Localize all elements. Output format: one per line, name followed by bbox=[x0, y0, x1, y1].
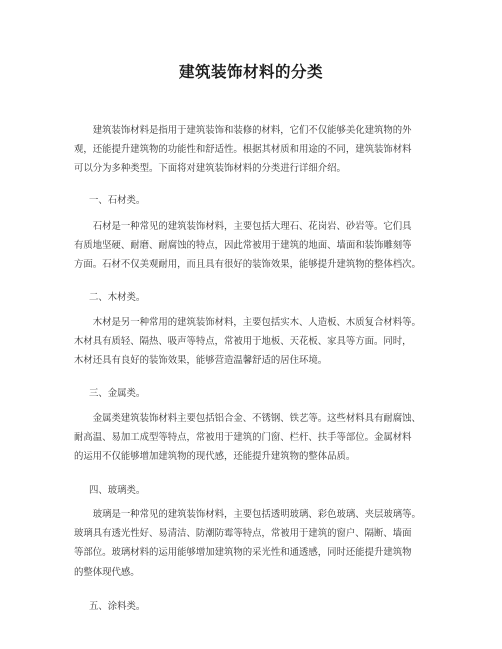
section-paragraph-glass bbox=[74, 505, 436, 582]
paragraph-line: 金属类建筑装饰材料主要包括铝合金、不锈钢、铁艺等。这些材料具有耐腐蚀、 bbox=[74, 413, 421, 424]
paragraph-line: 可以分为多种类型。下面将对建筑装饰材料的分类进行详细介绍。 bbox=[74, 163, 346, 175]
paragraph-line: 的整体现代感。 bbox=[74, 566, 140, 578]
section-heading-metal: 三、金属类。 bbox=[89, 388, 146, 399]
paragraph-line: 的运用不仅能够增加建筑物的现代感，还能提升建筑物的整体品质。 bbox=[74, 451, 356, 463]
paragraph-line: 石材是一种常见的建筑装饰材料，主要包括大理石、花岗岩、砂岩等。它们具 bbox=[74, 221, 412, 232]
intro-paragraph bbox=[74, 121, 436, 179]
section-heading-wood: 二、木材类。 bbox=[89, 292, 146, 303]
document-title: 建筑装饰材料的分类 bbox=[178, 63, 323, 81]
paragraph-line: 观，还能提升建筑物的功能性和舒适性。根据其材质和用途的不同，建筑装饰材料 bbox=[74, 144, 412, 156]
section-heading-glass: 四、玻璃类。 bbox=[89, 485, 146, 496]
paragraph-line: 木材具有质轻、隔热、吸声等特点，常被用于地板、天花板、家具等方面。同时， bbox=[74, 336, 412, 348]
paragraph-line: 方面。石材不仅美观耐用，而且具有很好的装饰效果，能够提升建筑物的整体档次。 bbox=[74, 259, 421, 271]
paragraph-line: 耐高温、易加工成型等特点，常被用于建筑的门窗、栏杆、扶手等部位。金属材料 bbox=[74, 432, 412, 444]
paragraph-line: 木材还具有良好的装饰效果，能够营造温馨舒适的居住环境。 bbox=[74, 355, 328, 367]
paragraph-line: 玻璃具有透光性好、易清洁、防潮防霉等特点，常被用于建筑的窗户、隔断、墙面 bbox=[74, 528, 412, 540]
section-paragraph-metal bbox=[74, 409, 436, 467]
paragraph-line: 玻璃是一种常见的建筑装饰材料，主要包括透明玻璃、彩色玻璃、夹层玻璃等。 bbox=[74, 509, 421, 520]
section-paragraph-wood bbox=[74, 313, 436, 371]
paragraph-line: 等部位。玻璃材料的运用能够增加建筑物的采光性和通透感，同时还能提升建筑物 bbox=[74, 547, 412, 559]
section-heading-paint: 五、涂料类。 bbox=[89, 601, 146, 612]
section-heading-stone: 一、石材类。 bbox=[89, 195, 146, 206]
paragraph-line: 建筑装饰材料是指用于建筑装饰和装修的材料，它们不仅能够美化建筑物的外 bbox=[74, 125, 412, 136]
section-paragraph-stone bbox=[74, 217, 436, 275]
paragraph-line: 有质地坚硬、耐磨、耐腐蚀的特点，因此常被用于建筑的地面、墙面和装饰雕刻等 bbox=[74, 240, 412, 252]
paragraph-line: 木材是另一种常用的建筑装饰材料，主要包括实木、人造板、木质复合材料等。 bbox=[74, 317, 421, 328]
